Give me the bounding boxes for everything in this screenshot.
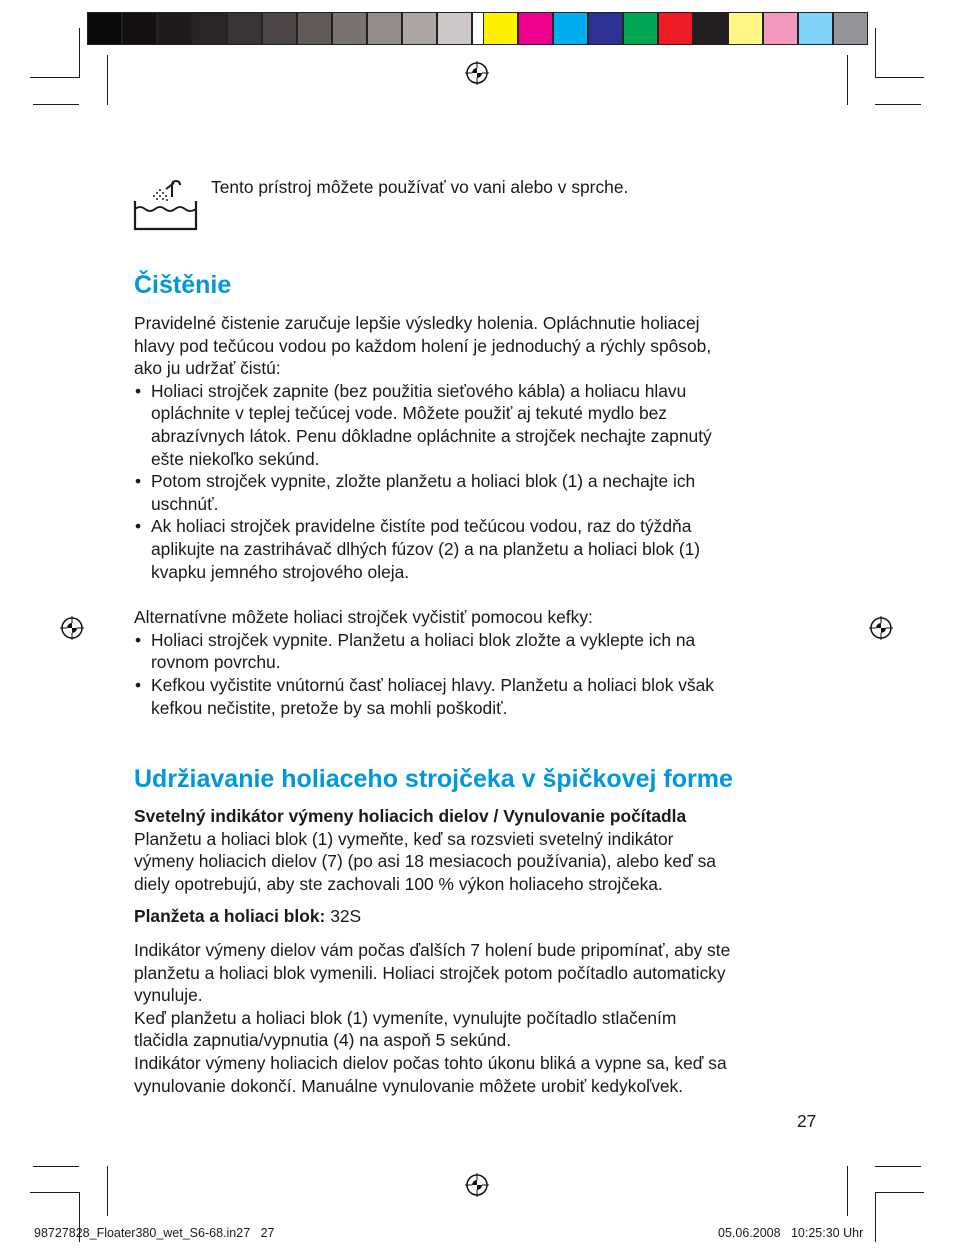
footer-timestamp: 05.06.2008 10:25:30 Uhr (718, 1226, 864, 1240)
gray-swatch (157, 12, 192, 45)
text-line: abrazívnych látok. Penu dôkladne opláchnite a strojček nechajte zapnutý (151, 425, 712, 446)
text-line: Indikátor výmeny holiacich dielov počas tohto úkonu bliká a vypne sa, keď sa (134, 1052, 727, 1073)
text-line: výmeny holiacich dielov (7) (po asi 18 mesiacoch používania), alebo keď sa (134, 851, 716, 872)
text-line: Holiaci strojček vypnite. Planžetu a holiaci blok zložte a vyklepte ich na (151, 629, 696, 650)
cleaning-section-body (134, 312, 834, 719)
bullet-item (134, 380, 834, 470)
bullet-item (134, 674, 834, 719)
bullet-item (134, 470, 834, 515)
text-line: tlačidla zapnutia/vypnutia (4) na aspoň 5 sekúnd. (134, 1030, 512, 1051)
text-line: kvapku jemného strojového oleja. (151, 561, 410, 582)
color-swatch (693, 12, 728, 45)
text-line: opláchnite v teplej tečúcej vode. Môžete použiť aj tekuté mydlo bez (151, 403, 667, 424)
intro-text: Tento prístroj môžete používať vo vani alebo v sprche. (211, 177, 629, 197)
gray-swatch (227, 12, 262, 45)
text-line: Potom strojček vypnite, zložte planžetu a holiaci blok (1) a nechajte ich (151, 471, 696, 492)
color-swatch (483, 12, 518, 45)
text-line: Kefkou vyčistite vnútornú časť holiacej hlavy. Planžetu a holiaci blok však (151, 674, 714, 695)
color-swatch (658, 12, 693, 45)
maintenance-section-body (134, 805, 834, 1097)
text-line: diely opotrebujú, aby ste zachovali 100 % výkon holiaceho strojčeka. (134, 873, 663, 894)
gray-swatch (437, 12, 472, 45)
color-swatch (833, 12, 868, 45)
text-line: planžetu a holiaci blok vymenili. Holiaci strojček potom počítadlo automaticky (134, 962, 726, 983)
text-line: vynuluje. (134, 985, 203, 1006)
text-line: rovnom povrchu. (151, 652, 281, 673)
color-swatch (798, 12, 833, 45)
brush-steps-list (134, 629, 834, 719)
color-swatch (763, 12, 798, 45)
gray-swatch (332, 12, 367, 45)
text-line: Indikátor výmeny dielov vám počas ďalších 7 holení bude pripomínať, aby ste (134, 939, 731, 960)
color-swatch (553, 12, 588, 45)
footer-file-info: 98727828_Floater380_wet_S6-68.in27 27 (34, 1226, 275, 1240)
bullet-item (134, 515, 834, 583)
part-number-line (134, 905, 834, 928)
bath-shower-icon (132, 179, 200, 233)
registration-mark-icon (60, 616, 84, 640)
text-line: aplikujte na zastrihávač dlhých fúzov (2) a na planžetu a holiaci blok (1) (151, 538, 701, 559)
text-line: hlavy pod tečúcou vodou po každom holení je jednoduchý a rýchly spôsob, (134, 335, 712, 356)
registration-mark-icon (465, 1173, 489, 1197)
part-number-value: 32S (330, 906, 362, 927)
replacement-indicator-subtitle: Svetelný indikátor výmeny holiacich dielov / Vynulovanie počítadla (134, 806, 687, 826)
page-number: 27 (797, 1111, 817, 1131)
replacement-paragraph (134, 828, 834, 896)
bullet-item (134, 629, 834, 674)
cleaning-intro-paragraph (134, 312, 834, 380)
gray-swatch (297, 12, 332, 45)
gray-swatch (192, 12, 227, 45)
gray-swatch (402, 12, 437, 45)
part-number-label: Planžeta a holiaci blok: (134, 906, 326, 927)
text-line: vynulovanie dokončí. Manuálne vynulovanie môžete urobiť kedykoľvek. (134, 1075, 684, 1096)
text-line: ešte niekoľko sekúnd. (151, 448, 320, 469)
text-line: Keď planžetu a holiaci blok (1) vymeníte, vynulujte počítadlo stlačením (134, 1007, 677, 1028)
cleaning-steps-list (134, 380, 834, 583)
gray-swatch (87, 12, 122, 45)
color-swatch (518, 12, 553, 45)
text-line: uschnúť. (151, 493, 219, 514)
section-heading-cleaning: Čištěnie (134, 271, 232, 299)
text-line: Holiaci strojček zapnite (bez použitia sieťového kábla) a holiacu hlavu (151, 380, 687, 401)
gray-swatch (367, 12, 402, 45)
gray-swatch (262, 12, 297, 45)
text-line: kefkou nečistite, pretože by sa mohli poškodiť. (151, 697, 508, 718)
text-line: Pravidelné čistenie zaručuje lepšie výsledky holenia. Opláchnutie holiacej (134, 313, 700, 333)
text-line: Planžetu a holiaci blok (1) vymeňte, keď sa rozsvieti svetelný indikátor (134, 828, 674, 849)
gray-swatch (122, 12, 157, 45)
registration-mark-icon (465, 61, 489, 85)
registration-mark-icon (869, 616, 893, 640)
counter-reset-paragraph (134, 939, 834, 1097)
text-line: ako ju udržať čistú: (134, 358, 281, 379)
text-line: Ak holiaci strojček pravidelne čistíte pod tečúcou vodou, raz do týždňa (151, 516, 692, 537)
color-swatch (623, 12, 658, 45)
color-swatch (588, 12, 623, 45)
brush-alternative-intro: Alternatívne môžete holiaci strojček vyčistiť pomocou kefky: (134, 607, 593, 628)
color-swatch (728, 12, 763, 45)
section-heading-maintenance: Udržiavanie holiaceho strojčeka v špičkovej forme (134, 765, 733, 793)
